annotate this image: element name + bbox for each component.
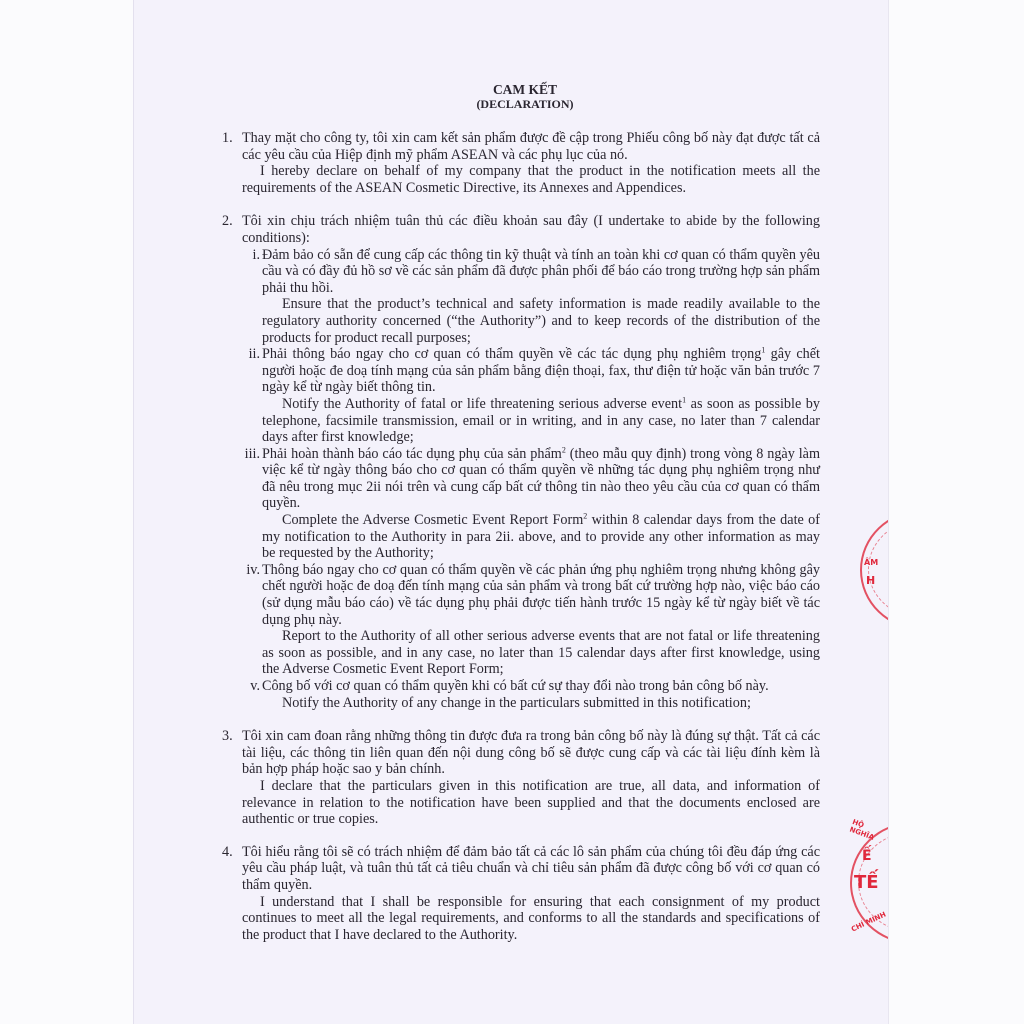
condition-number: v. (250, 678, 260, 694)
seal-glyph: TẾ (854, 872, 879, 893)
seal-fragment: Ế (862, 848, 872, 864)
condition-number: ii. (248, 346, 260, 363)
section-3 (222, 728, 820, 828)
condition-v (242, 678, 820, 711)
section-1-english: I hereby declare on behalf of my company that the product in the notification meets all the requirements of the ASEAN Cosmetic Directive, its Annexes and Appendices. (242, 163, 820, 196)
section-number: 4. (222, 843, 233, 860)
condition-iv-vietnamese: Thông báo ngay cho cơ quan có thẩm quyền về các phản ứng phụ nghiêm trọng nhưng không gây chết người hoặc đe doạ đến tính mạng của sản phẩm và trong bất cứ trường hợp nào, việc báo cáo (sử dụng mẫu báo cáo) về tác dụng phụ phải được tiến hành trước 15 ngày kể từ ngày biết về tác dụng phụ này. (262, 561, 820, 628)
section-1-vietnamese: Thay mặt cho công ty, tôi xin cam kết sản phẩm được đề cập trong Phiếu công bố này đạt được tất cả các yêu cầu của Hiệp định mỹ phẩm ASEAN và các phụ lục của nó. (242, 130, 820, 163)
section-number: 2. (222, 213, 233, 230)
footnote-marker: 2 (583, 511, 588, 521)
condition-iii (242, 446, 820, 562)
red-seal-upper (852, 506, 888, 630)
seal-fragment: H (866, 574, 876, 587)
document-subtitle: (DECLARATION) (476, 97, 574, 111)
footnote-marker: 1 (761, 345, 766, 355)
seal-fragment: ÂM (864, 558, 879, 567)
section-2 (222, 213, 820, 711)
red-seal-lower (846, 818, 888, 942)
section-1 (222, 130, 820, 196)
footnote-marker: 1 (682, 395, 687, 405)
condition-ii-english: Notify the Authority of fatal or life threatening serious adverse event$^1$ as soon as possible by telephone, facsimile transmission, email or in writing, and in any case, no later than 7 calendar days after first knowledge; (262, 395, 820, 446)
condition-i (242, 247, 820, 347)
declaration-document (222, 82, 820, 943)
condition-ii (242, 346, 820, 446)
condition-i-vietnamese: Đảm bảo có sẵn để cung cấp các thông tin kỹ thuật và tính an toàn khi cơ quan có thẩm quyền yêu cầu và có đầy đủ hồ sơ về các sản phẩm đã được phân phối để báo cáo trong trường hợp sản phẩm phải thu hồi. (262, 246, 820, 296)
condition-iii-vietnamese: Phải hoàn thành báo cáo tác dụng phụ của sản phẩm$^2$ (theo mẫu quy định) trong vòng 8 ngày làm việc kể từ ngày thông báo cho cơ quan có thẩm quyền về những tác dụng phụ nghiêm trọng như đã nêu trong mục 2ii nói trên và cung cấp bất cứ thông tin nào theo yêu cầu của cơ quan có thẩm quyền. (262, 444, 820, 512)
condition-i-english: Ensure that the product’s technical and safety information is made readily available to the regulatory authority concerned (“the Authority”) and to keep records of the distribution of the products for product recall purposes; (262, 296, 820, 346)
section-number: 3. (222, 728, 233, 745)
condition-iv-english: Report to the Authority of all other serious adverse events that are not fatal or life threatening as soon as possible, and in any case, no later than 15 calendar days after first knowledge, using the Adverse Cosmetic Event Report Form; (262, 628, 820, 678)
condition-number: i. (252, 246, 260, 263)
condition-v-vietnamese: Công bố với cơ quan có thẩm quyền khi có bất cứ sự thay đổi nào trong bản công bố này. (262, 678, 769, 694)
section-3-vietnamese: Tôi xin cam đoan rằng những thông tin được đưa ra trong bản công bố này là đúng sự thật. Tất cả các tài liệu, các thông tin liên quan đến nội dung công bố sẽ được cung cấp và các tài liệu đính kèm là bản hợp pháp hoặc sao y bản chính. (242, 728, 820, 778)
section-3-english: I declare that the particulars given in this notification are true, all data, and information of relevance in relation to the notification have been supplied and that the documents enclosed are authentic or true copies. (242, 777, 820, 828)
condition-v-english: Notify the Authority of any change in the particulars submitted in this notification; (282, 694, 751, 711)
section-4-english: I understand that I shall be responsible for ensuring that each consignment of my product continues to meet all the legal requirements, and conforms to all the standards and specifications of the product that I have declared to the Authority. (242, 893, 820, 943)
condition-number: iv. (246, 561, 260, 578)
condition-number: iii. (244, 445, 260, 462)
section-4-vietnamese: Tôi hiểu rằng tôi sẽ có trách nhiệm để đảm bảo tất cả các lô sản phẩm của chúng tôi đều đáp ứng các yêu cầu pháp luật, và tuân thủ tất cả tiêu chuẩn và chỉ tiêu sản phẩm đã được công bố với cơ quan có thẩm quyền. (242, 843, 820, 893)
seal-fragment: CHÍ MINH (850, 910, 888, 934)
document-title: CAM KẾT (492, 82, 558, 97)
condition-ii-vietnamese: Phải thông báo ngay cho cơ quan có thẩm quyền về các tác dụng phụ nghiêm trọng$^1$ gây chết người hoặc đe doạ tính mạng của sản phẩm bằng điện thoại, fax, thư điện tử hoặc văn bản trước 7 ngày kể từ ngày biết thông tin. (262, 345, 820, 396)
seal-fragment: HỘ NGHĨA (848, 818, 876, 842)
section-4 (222, 844, 820, 944)
footnote-marker: 2 (561, 444, 566, 454)
condition-iv (242, 562, 820, 678)
section-number: 1. (222, 130, 233, 146)
section-2-intro: Tôi xin chịu trách nhiệm tuân thủ các điều khoản sau đây (I undertake to abide by the following conditions): (242, 213, 820, 246)
condition-iii-english: Complete the Adverse Cosmetic Event Report Form$^2$ within 8 calendar days from the date of my notification to the Authority in para 2ii. above, and to provide any other information as may be requested by the Authority; (262, 511, 820, 562)
